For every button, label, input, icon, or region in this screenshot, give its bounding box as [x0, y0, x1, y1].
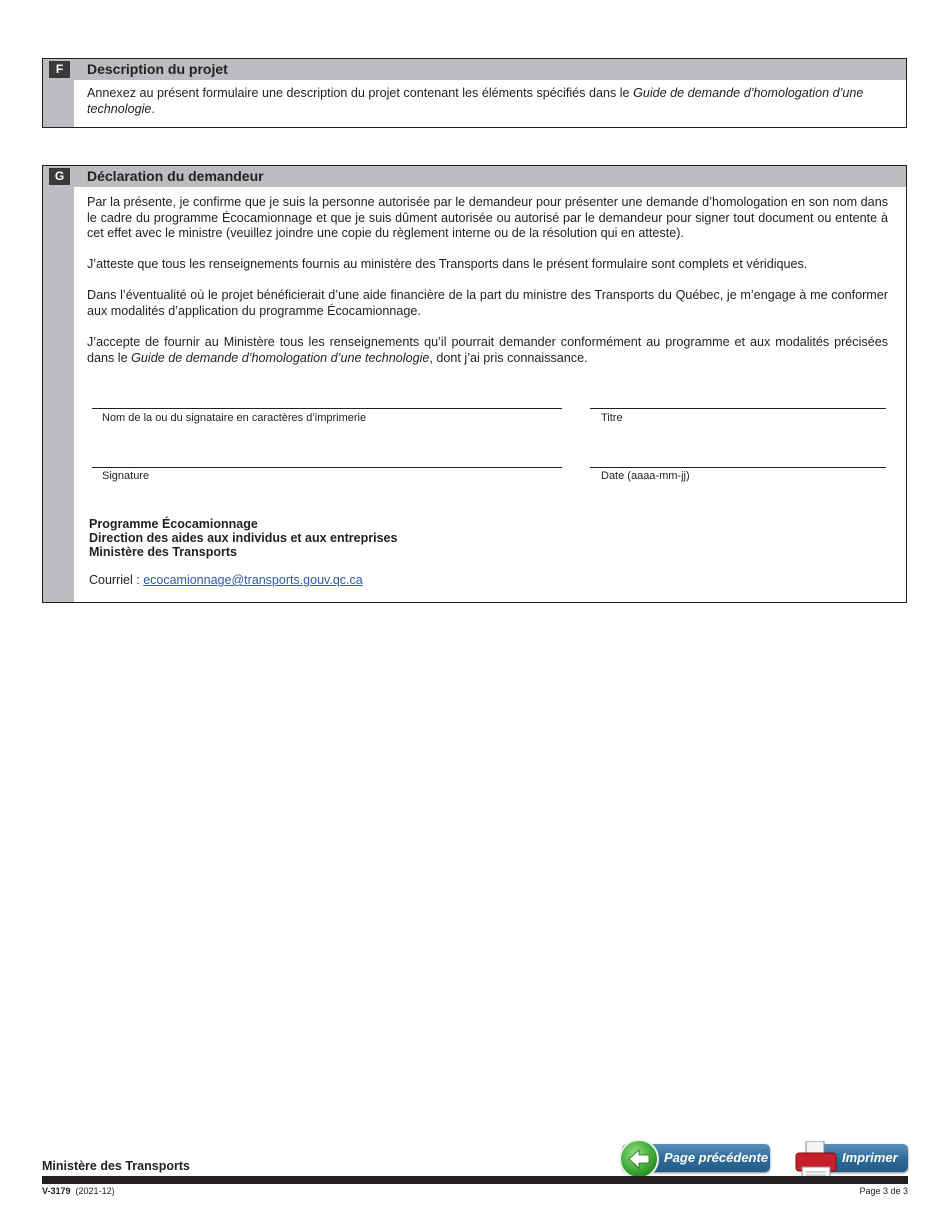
contact-direction: Direction des aides aux individus et aux entreprises [89, 531, 398, 545]
contact-ministry: Ministère des Transports [89, 545, 237, 559]
date-field-label: Date (aaaa-mm-jj) [601, 470, 690, 482]
back-arrow-icon [619, 1139, 659, 1179]
declaration-paragraph-2: J’atteste que tous les renseignements fournis au ministère des Transports dans le présent formulaire sont complets et véridiques. [87, 257, 808, 272]
section-rail [43, 166, 74, 602]
email-line: Courriel : ecocamionnage@transports.gouv.qc.ca [89, 573, 363, 587]
print-button[interactable] [812, 1144, 908, 1172]
date-field[interactable] [590, 467, 886, 468]
previous-page-button[interactable] [622, 1144, 770, 1172]
printer-icon [794, 1141, 838, 1181]
name-field[interactable] [92, 408, 562, 409]
form-code: V-3179 (2021-12) [42, 1186, 115, 1196]
footer-divider [42, 1176, 908, 1184]
title-field-label: Titre [601, 412, 623, 424]
declaration-paragraph-1: Par la présente, je confirme que je suis la personne autorisée par le demandeur pour présenter une demande d’homologation en son nom dans le cadre du programme Écocamionnage et que je suis dûment autorisée ou autorisé par le demandeur pour signer tout document ou entente à cet effet avec le ministre (veuillez joindre une copie du règlement interne ou de la résolution qui en atteste). [87, 195, 888, 241]
contact-block [89, 517, 397, 559]
signature-field-label: Signature [102, 470, 150, 482]
contact-program: Programme Écocamionnage [89, 517, 258, 531]
section-title: Description du projet [74, 59, 906, 80]
signature-field[interactable] [92, 467, 562, 468]
title-field[interactable] [590, 408, 886, 409]
page-number: Page 3 de 3 [859, 1186, 908, 1196]
guide-reference: Guide de demande d’homologation d’une technologie [87, 86, 864, 116]
section-letter: G [49, 168, 70, 185]
section-f-text: Annexez au présent formulaire une description du projet contenant les éléments spécifiés dans le Guide de demande d’homologation d’une technologie. [87, 86, 864, 116]
section-g [42, 165, 907, 603]
section-letter: F [49, 61, 70, 78]
declaration-text [87, 195, 888, 382]
print-label: Imprimer [842, 1150, 898, 1165]
section-title: Déclaration du demandeur [74, 166, 906, 187]
guide-reference: Guide de demande d’homologation d’une technologie [131, 350, 430, 365]
section-f [42, 58, 907, 128]
ministry-name: Ministère des Transports [42, 1159, 190, 1173]
email-link[interactable]: ecocamionnage@transports.gouv.qc.ca [143, 573, 363, 587]
previous-page-label: Page précédente [664, 1150, 769, 1165]
declaration-paragraph-3: Dans l’éventualité où le projet bénéficierait d’une aide financière de la part du ministre des Transports du Québec, je m’engage à me conformer aux modalités d’application du programme Écocamionnage. [87, 288, 888, 318]
name-field-label: Nom de la ou du signataire en caractères d’imprimerie [102, 412, 367, 424]
declaration-paragraph-4: J’accepte de fournir au Ministère tous les renseignements qu’il pourrait demander conformément au programme et aux modalités précisées dans le Guide de demande d’homologation d’une technologie, dont j’ai pris connaissance. [87, 335, 888, 365]
